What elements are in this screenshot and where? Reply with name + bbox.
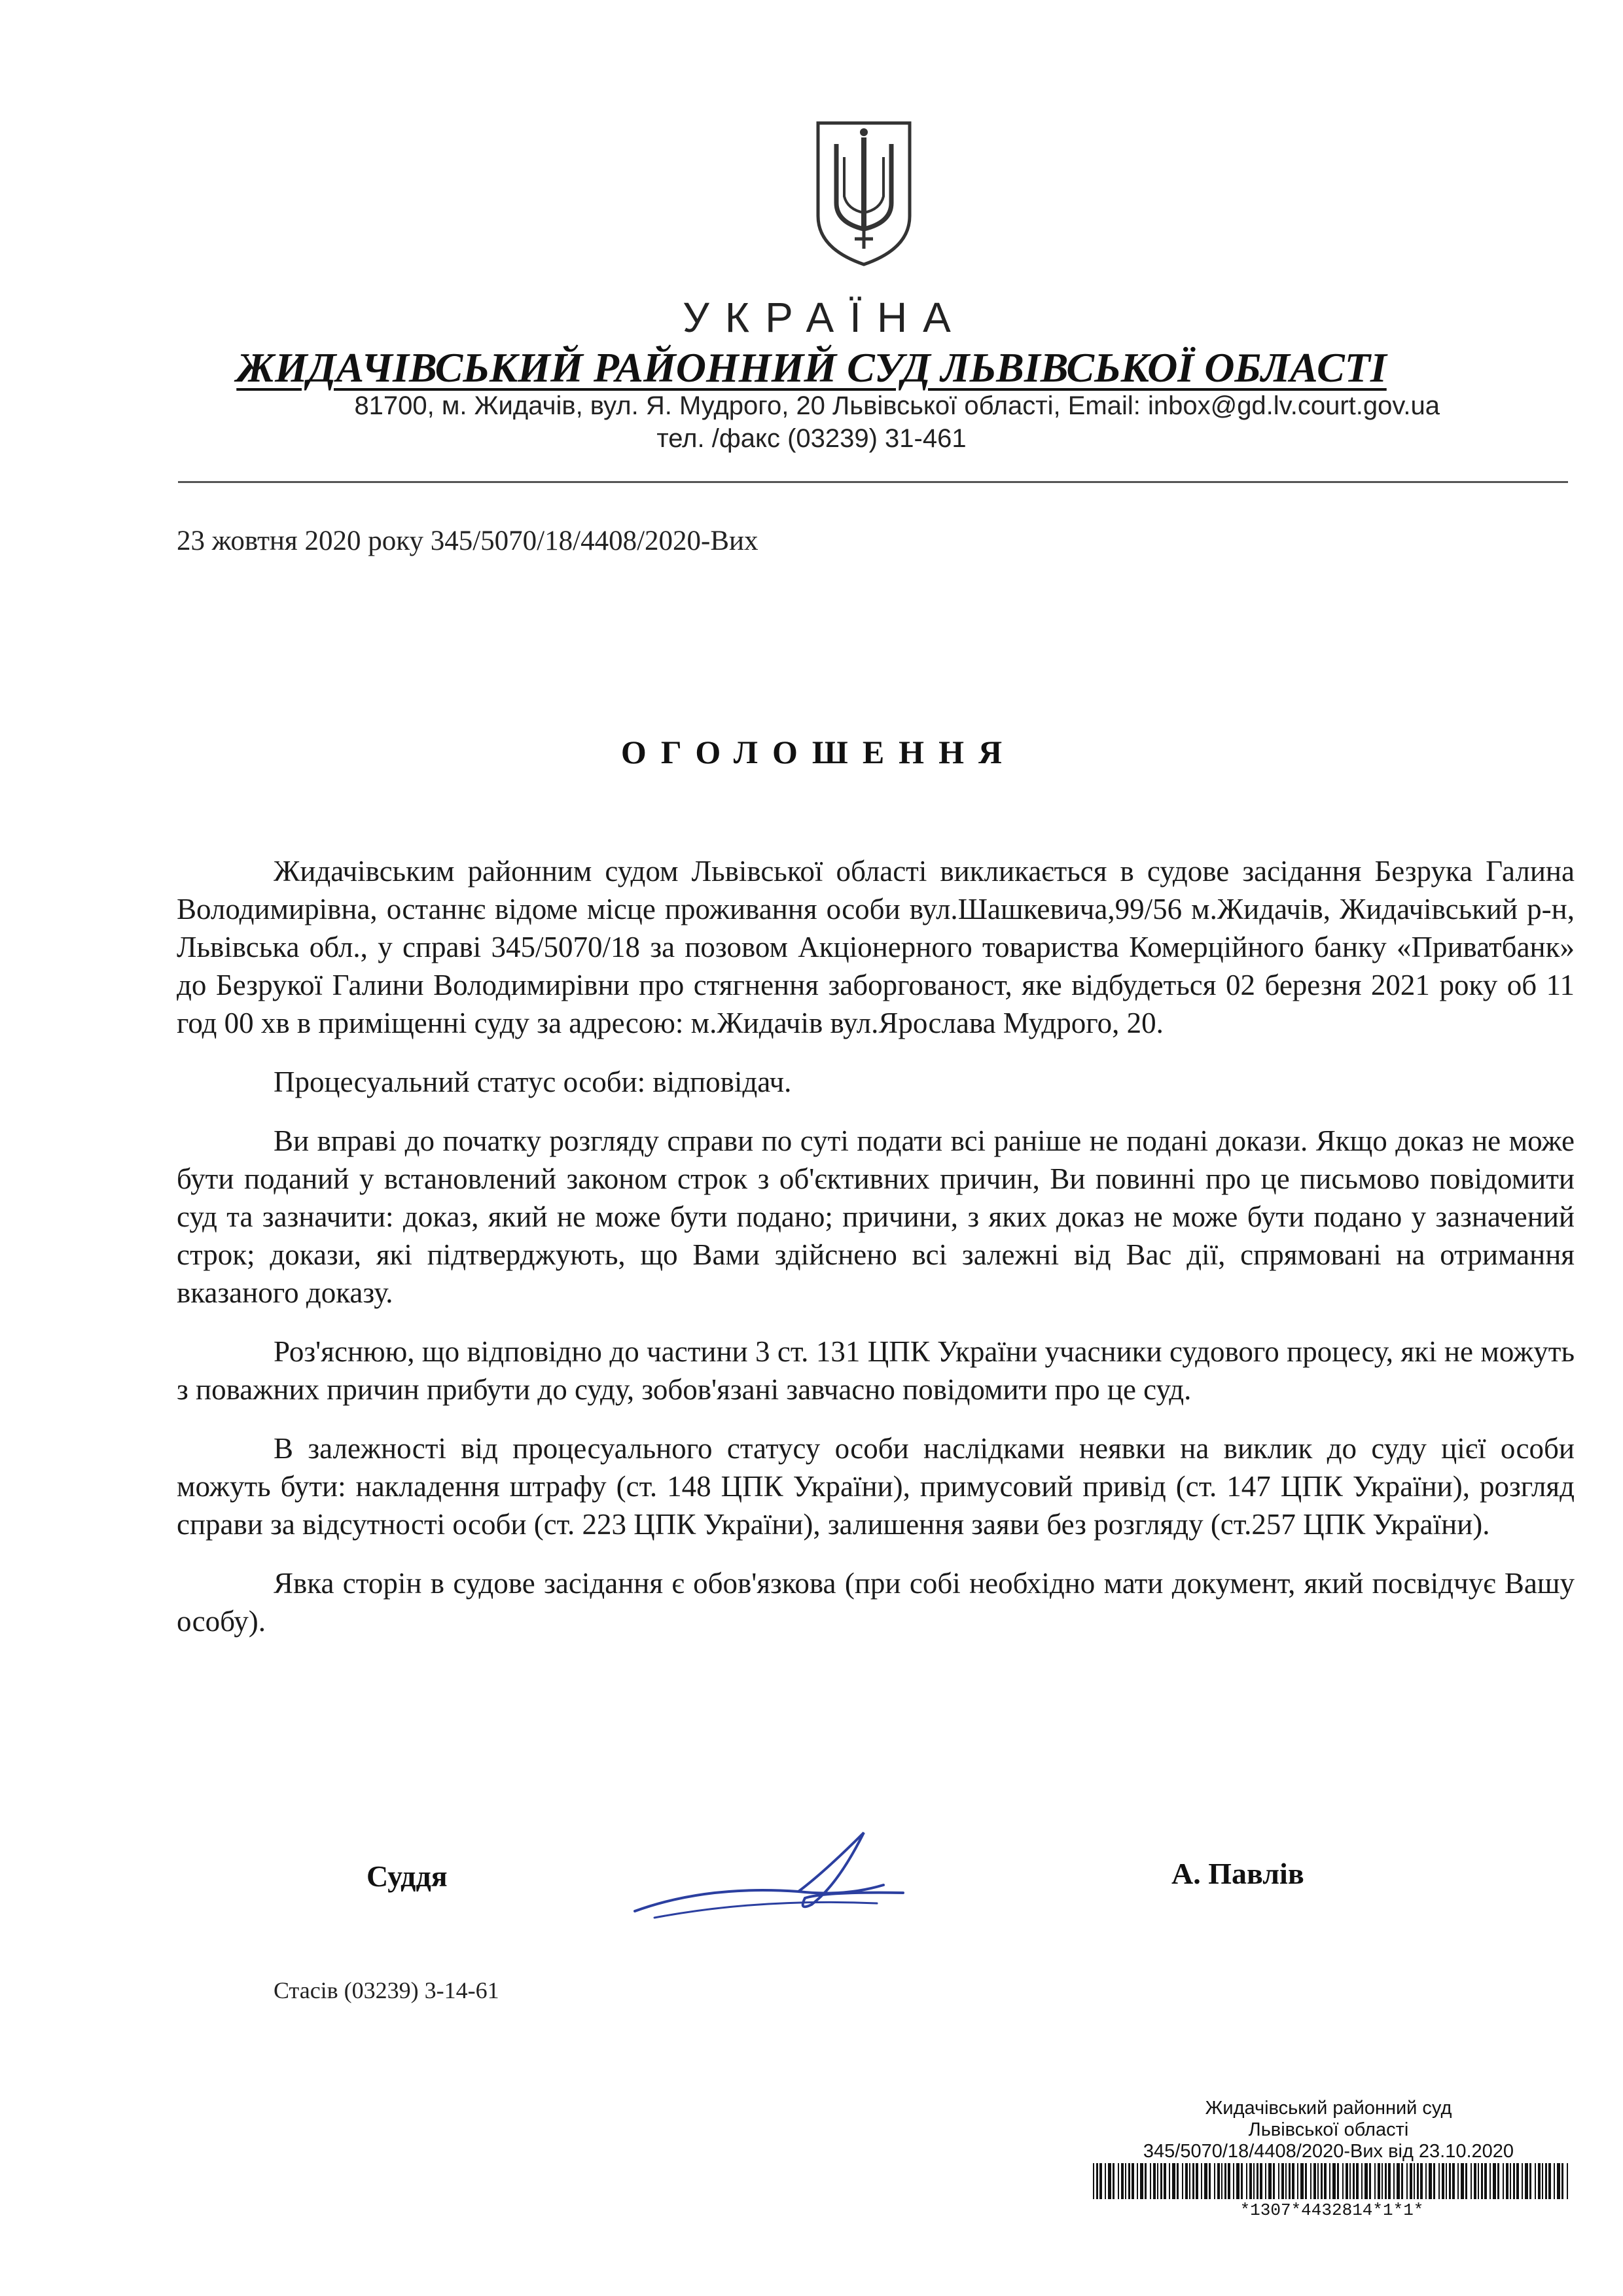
paragraph: Ви вправі до початку розгляду справи по суті подати всі раніше не подані докази. Якщо доказ не може бути поданий у встановлений законом строк з об'єктивних причин, Ви повинні про це письмово повідомити суд та зазначити: доказ, який не може бути подано; причини, з яких доказ не може бути подано у зазначений строк; докази, які підтверджують, що Вами здійснено всі залежні від Вас дії, спрямовані на отримання вказаного доказу. [177,1124,1575,1309]
paragraph: Процесуальний статус особи: відповідач. [274,1066,792,1098]
stamp-line: Львівської області [1248,2119,1409,2140]
letterhead-divider [178,481,1568,483]
country-heading: УКРАЇНА [683,294,967,341]
court-phone: тел. /факс (03239) 31-461 [656,424,967,453]
handwritten-signature-icon [628,1820,916,1924]
registration-stamp [1093,2098,1564,2162]
barcode-number: *1307*4432814*1*1* [1240,2200,1424,2220]
court-name: ЖИДАЧІВСЬКИЙ РАЙОННИЙ СУД ЛЬВІВСЬКОЇ ОБЛАСТІ [236,344,1387,391]
document-body [177,852,1575,1661]
paragraph: Роз'яснюю, що відповідно до частини 3 ст. 131 ЦПК України учасники судового процесу, які не можуть з поважних причин прибути до суду, зобов'язані завчасно повідомити про це суд. [177,1335,1575,1406]
signatory-name: А. Павлів [1171,1857,1304,1890]
court-address: 81700, м. Жидачів, вул. Я. Мудрого, 20 Львівської області, Email: inbox@gd.lv.court.gov.ua [354,391,1440,420]
barcode-icon [1093,2163,1571,2199]
document-title: ОГОЛОШЕННЯ [620,734,1017,770]
signatory-role: Суддя [366,1859,448,1893]
trident-coat-of-arms-icon [812,118,916,268]
executor-contact: Стасів (03239) 3-14-61 [274,1977,499,2003]
stamp-line: 345/5070/18/4408/2020-Вих від 23.10.2020 [1143,2141,1514,2162]
paragraph: Жидачівським районним судом Львівської області викликається в судове засідання Безрука Галина Володимирівна, останнє відоме місце проживання особи вул.Шашкевича,99/56 м.Жидачів, Жидачівський р-н, Львівська обл., у справі 345/5070/18 за позовом Акціонерного товариства Комерційного банку «Приватбанк» до Безрукої Галини Володимирівни про стягнення заборгованост, яке відбудеться 02 березня 2021 року об 11 год 00 хв в приміщенні суду за адресою: м.Жидачів вул.Ярослава Мудрого, 20. [177,855,1575,1039]
stamp-line: Жидачівський районний суд [1205,2098,1452,2119]
paragraph: В залежності від процесуального статусу особи наслідками неявки на виклик до суду цієї особи можуть бути: накладення штрафу (ст. 148 ЦПК України), примусовий привід (ст. 147 ЦПК України), розгляд справи за відсутності особи (ст. 223 ЦПК України), залишення заяви без розгляду (ст.257 ЦПК України). [177,1432,1575,1541]
outgoing-reference: 23 жовтня 2020 року 345/5070/18/4408/2020-Вих [177,526,758,556]
paragraph: Явка сторін в судове засідання є обов'язкова (при собі необхідно мати документ, який посвідчує Вашу особу). [177,1567,1575,1638]
